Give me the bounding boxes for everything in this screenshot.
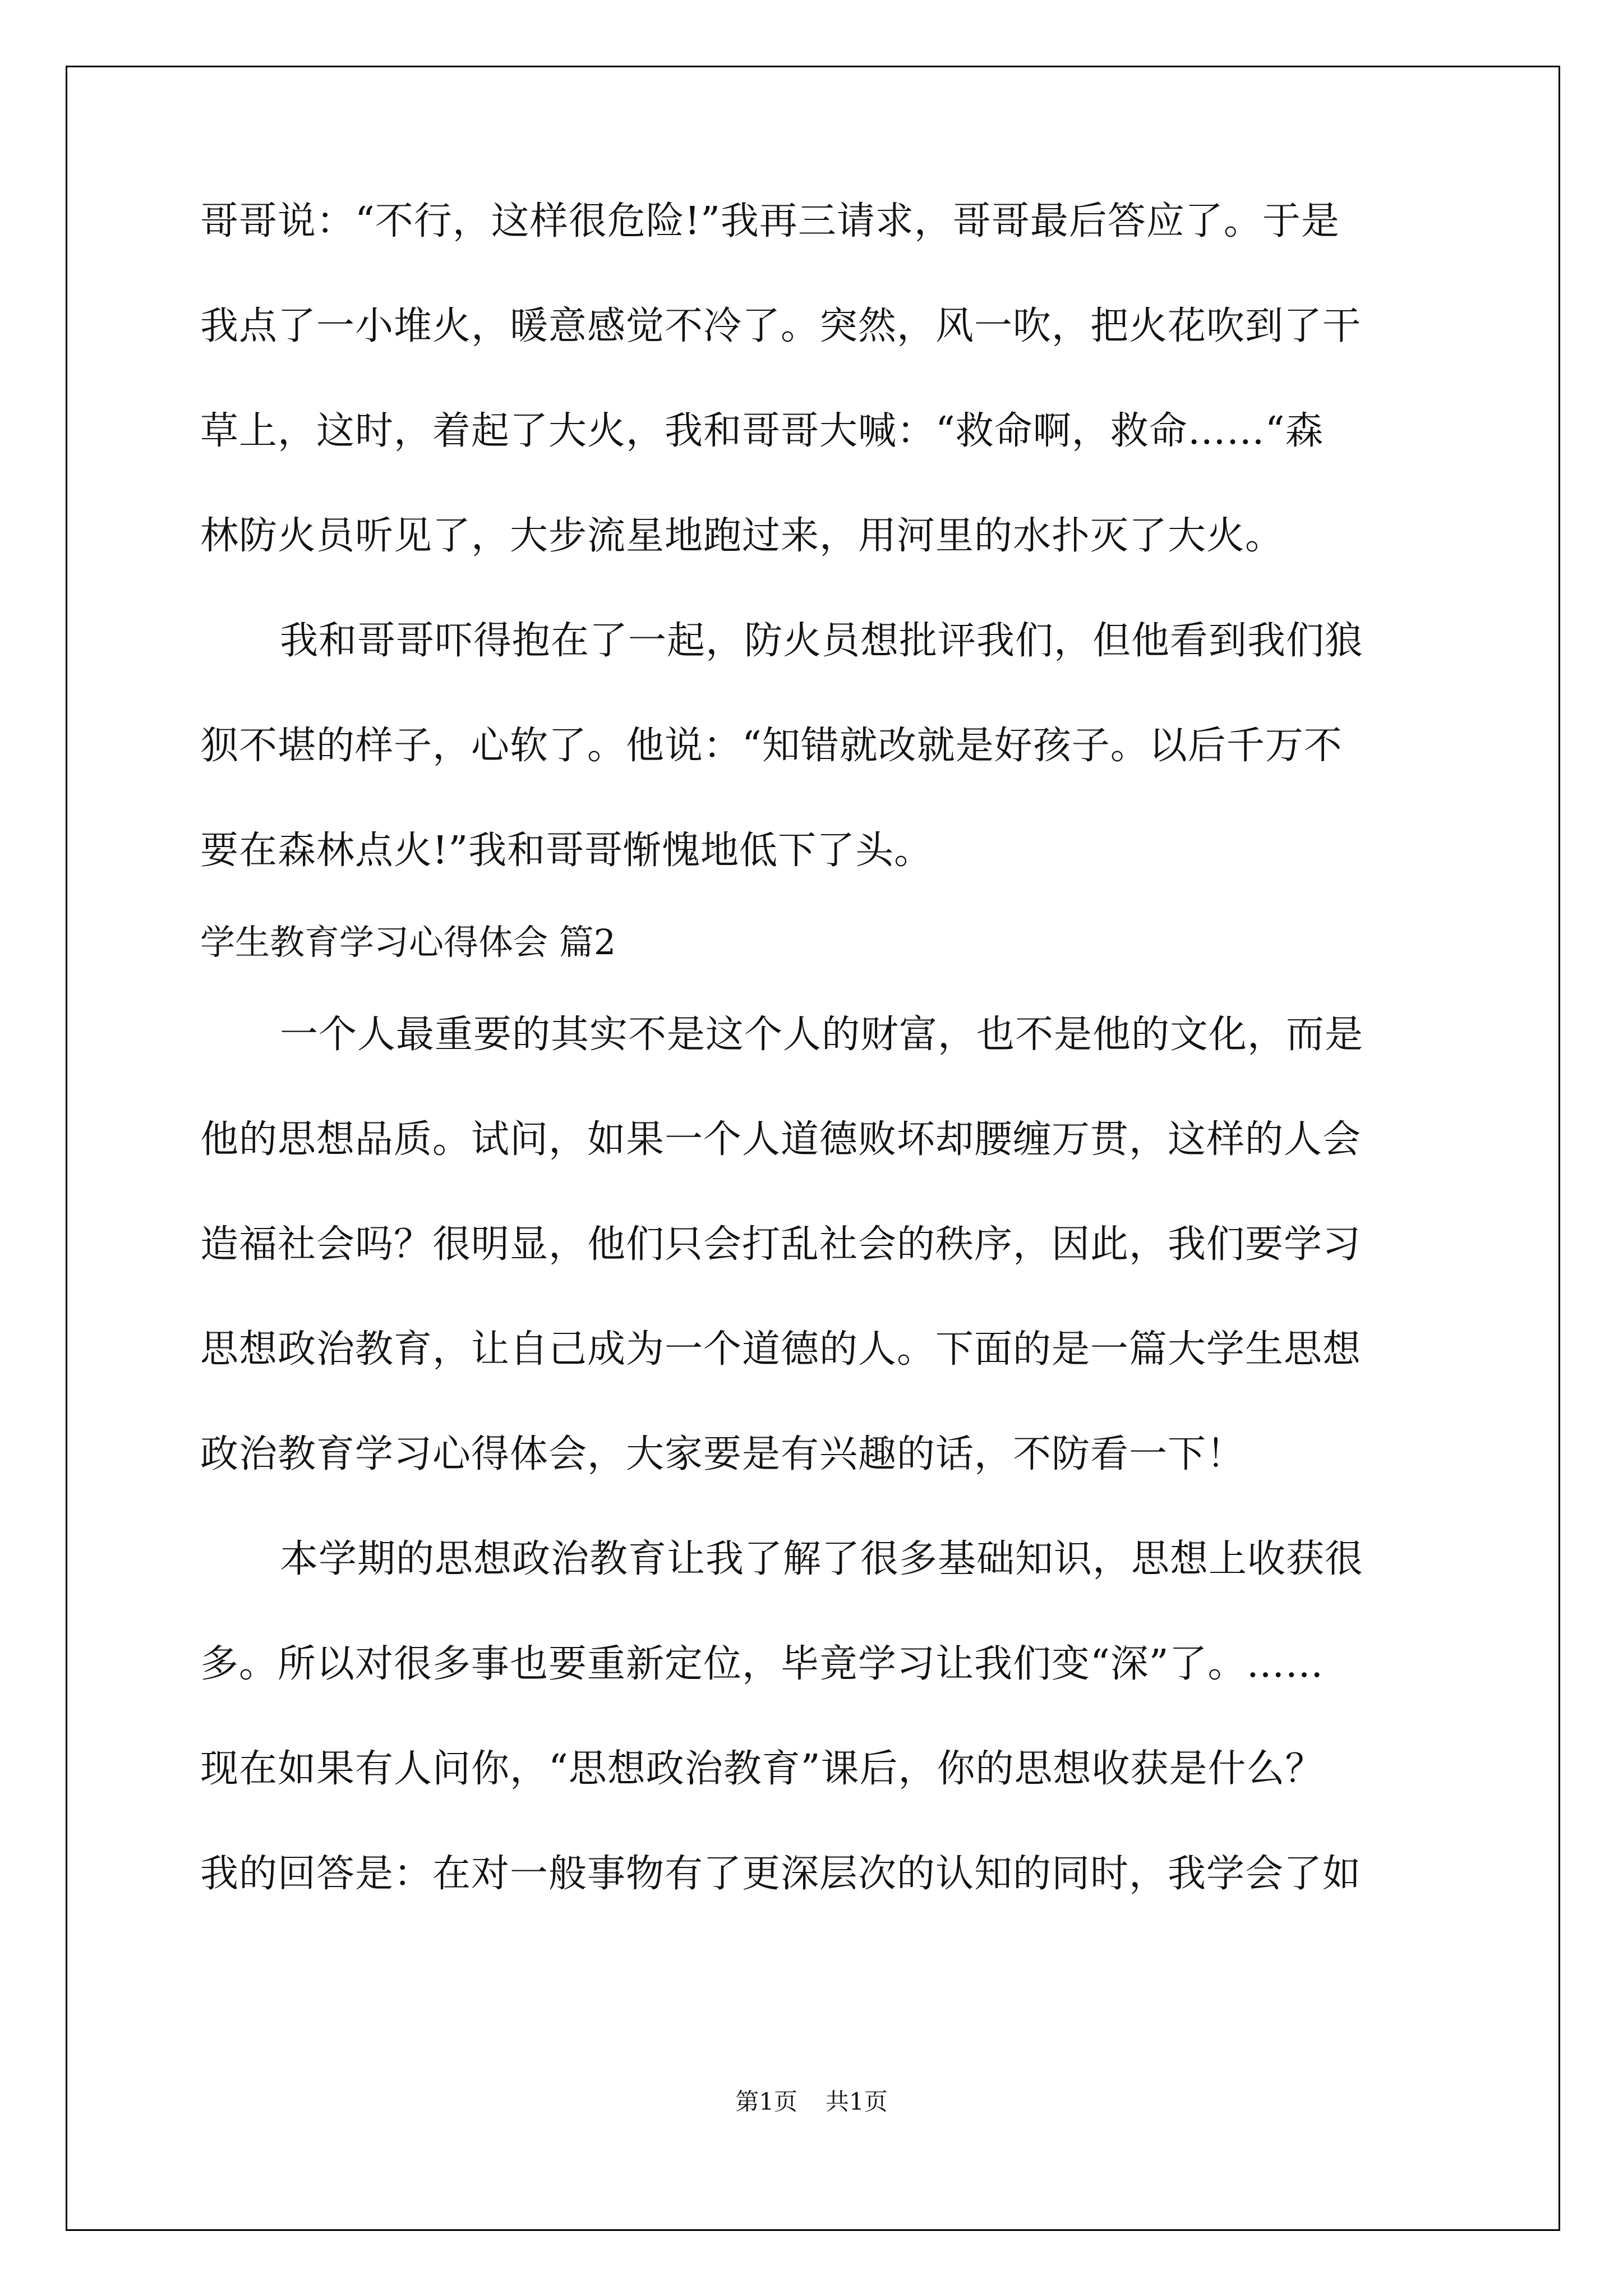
paragraph-line: 林防火员听见了，大步流星地跑过来，用河里的水扑灭了大火。	[200, 514, 1284, 558]
page-total: 共1页	[826, 2088, 888, 2115]
paragraph-line: 造福社会吗？很明显，他们只会打乱社会的秩序，因此，我们要学习	[200, 1222, 1362, 1267]
paragraph-line: 政治教育学习心得体会，大家要是有兴趣的话，不防看一下！	[200, 1432, 1246, 1476]
section-heading: 学生教育学习心得体会 篇2	[200, 922, 616, 963]
paragraph-line: 他的思想品质。试问，如果一个人道德败坏却腰缠万贯，这样的人会	[200, 1117, 1362, 1162]
paragraph-line: 本学期的思想政治教育让我了解了很多基础知识，思想上收获很	[280, 1537, 1364, 1581]
paragraph-line: 我和哥哥吓得抱在了一起，防火员想批评我们，但他看到我们狼	[280, 619, 1364, 663]
paragraph-line: 我的回答是：在对一般事物有了更深层次的认知的同时，我学会了如	[200, 1852, 1362, 1896]
paragraph-line: 草上，这时，着起了大火，我和哥哥大喊：“救命啊，救命……“森	[200, 409, 1324, 453]
paragraph-line: 要在森林点火!”我和哥哥惭愧地低下了头。	[200, 829, 933, 873]
page-number: 第1页	[735, 2088, 797, 2115]
paragraph-line: 多。所以对很多事也要重新定位，毕竟学习让我们变“深”了。……	[200, 1642, 1324, 1686]
paragraph-line: 我点了一小堆火，暖意感觉不冷了。突然，风一吹，把火花吹到了干	[200, 304, 1362, 348]
paragraph-line: 现在如果有人问你，“思想政治教育”课后，你的思想收获是什么？	[200, 1747, 1324, 1791]
paragraph-line: 狈不堪的样子，心软了。他说：“知错就改就是好孩子。以后千万不	[200, 724, 1343, 768]
paragraph-line: 思想政治教育，让自己成为一个道德的人。下面的是一篇大学生思想	[200, 1327, 1362, 1372]
page-footer	[0, 2085, 1623, 2119]
paragraph-line: 哥哥说：“不行，这样很危险!”我再三请求，哥哥最后答应了。于是	[200, 199, 1340, 243]
paragraph-line: 一个人最重要的其实不是这个人的财富，也不是他的文化，而是	[280, 1013, 1364, 1057]
